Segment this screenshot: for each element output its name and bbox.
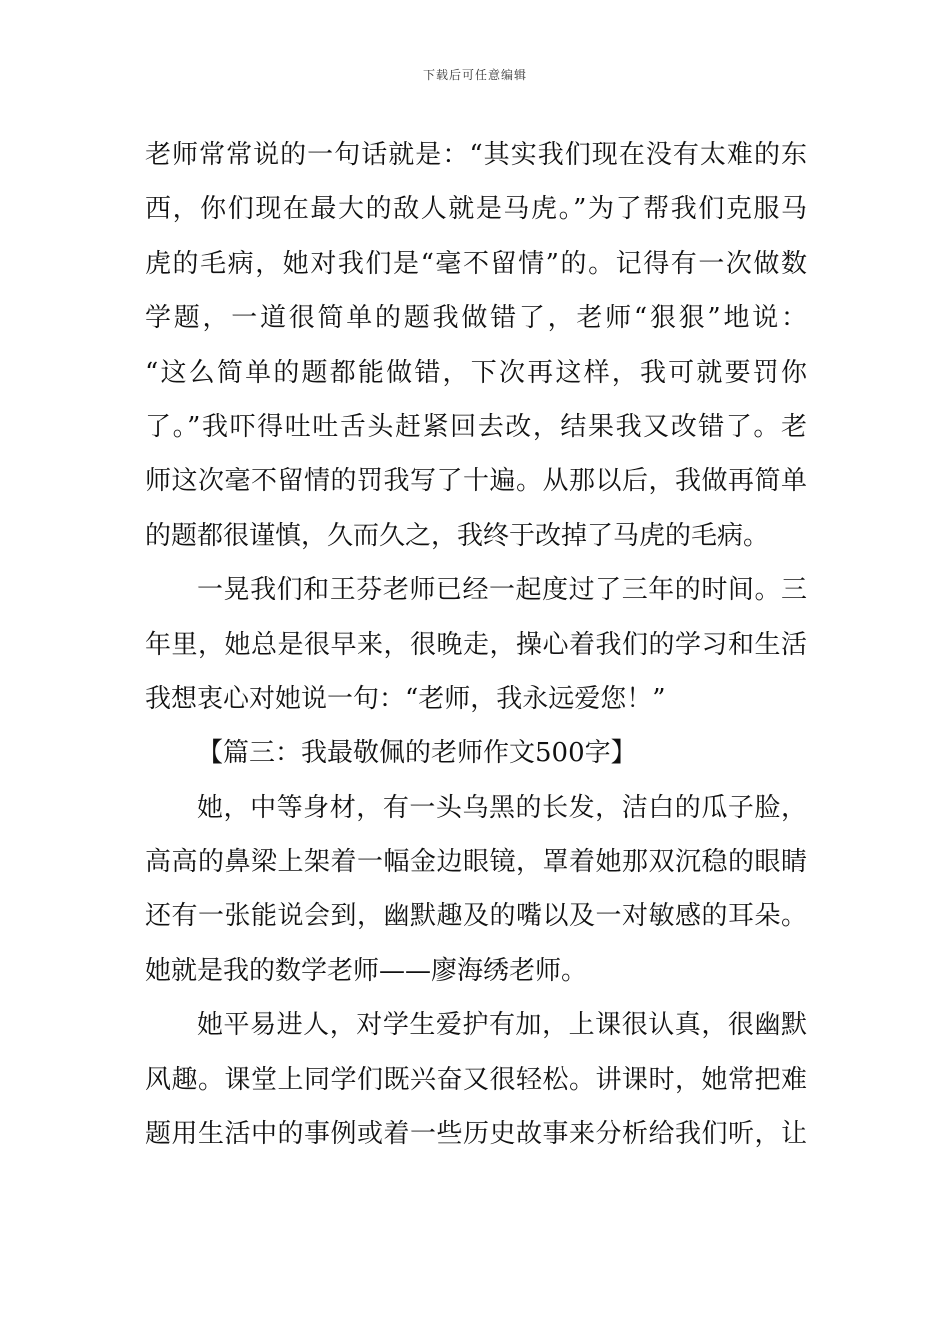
- text-line: 学题，一道很简单的题我做错了，老师“狠狠”地说：: [145, 303, 807, 334]
- document-body: [145, 128, 807, 1161]
- section-heading: [145, 726, 807, 780]
- text-line: 她就是我的数学老师——廖海绣老师。: [145, 955, 588, 986]
- text-line: 虎的毛病，她对我们是“毫不留情”的。记得有一次做数: [145, 248, 807, 279]
- text-line: 高高的鼻梁上架着一幅金边眼镜，罩着她那双沉稳的眼睛: [145, 847, 807, 878]
- text-line: 还有一张能说会到，幽默趣及的嘴以及一对敏感的耳朵。: [145, 901, 807, 932]
- text-line: 的题都很谨慎，久而久之，我终于改掉了马虎的毛病。: [145, 520, 770, 551]
- paragraph: [145, 128, 807, 563]
- text-line: 我想衷心对她说一句：“老师，我永远爱您！”: [145, 683, 666, 714]
- paragraph: [145, 998, 807, 1161]
- text-line: 【篇三：我最敬佩的老师作文500字】: [197, 738, 637, 769]
- text-line: 题用生活中的事例或着一些历史故事来分析给我们听，让: [145, 1119, 807, 1150]
- paragraph: [145, 563, 807, 726]
- text-line: 风趣。课堂上同学们既兴奋又很轻松。讲课时，她常把难: [145, 1064, 807, 1095]
- text-line: 她平易进人，对学生爱护有加，上课很认真，很幽默: [197, 1010, 807, 1041]
- text-line: 一晃我们和王芬老师已经一起度过了三年的时间。三: [197, 575, 807, 606]
- paragraph: [145, 781, 807, 999]
- page-header: 下载后可任意编辑: [422, 68, 527, 82]
- text-line: 老师常常说的一句话就是：“其实我们现在没有太难的东: [145, 140, 807, 170]
- text-line: 师这次毫不留情的罚我写了十遍。从那以后，我做再简单: [145, 466, 807, 497]
- text-line: “这么简单的题都能做错，下次再这样，我可就要罚你: [145, 357, 807, 388]
- text-line: 年里，她总是很早来，很晚走，操心着我们的学习和生活: [145, 629, 807, 660]
- text-line: 了。”我吓得吐吐舌头赶紧回去改，结果我又改错了。老: [145, 411, 807, 442]
- text-line: 西，你们现在最大的敌人就是马虎。”为了帮我们克服马: [145, 194, 807, 225]
- text-line: 她，中等身材，有一头乌黑的长发，洁白的瓜子脸，: [197, 792, 807, 823]
